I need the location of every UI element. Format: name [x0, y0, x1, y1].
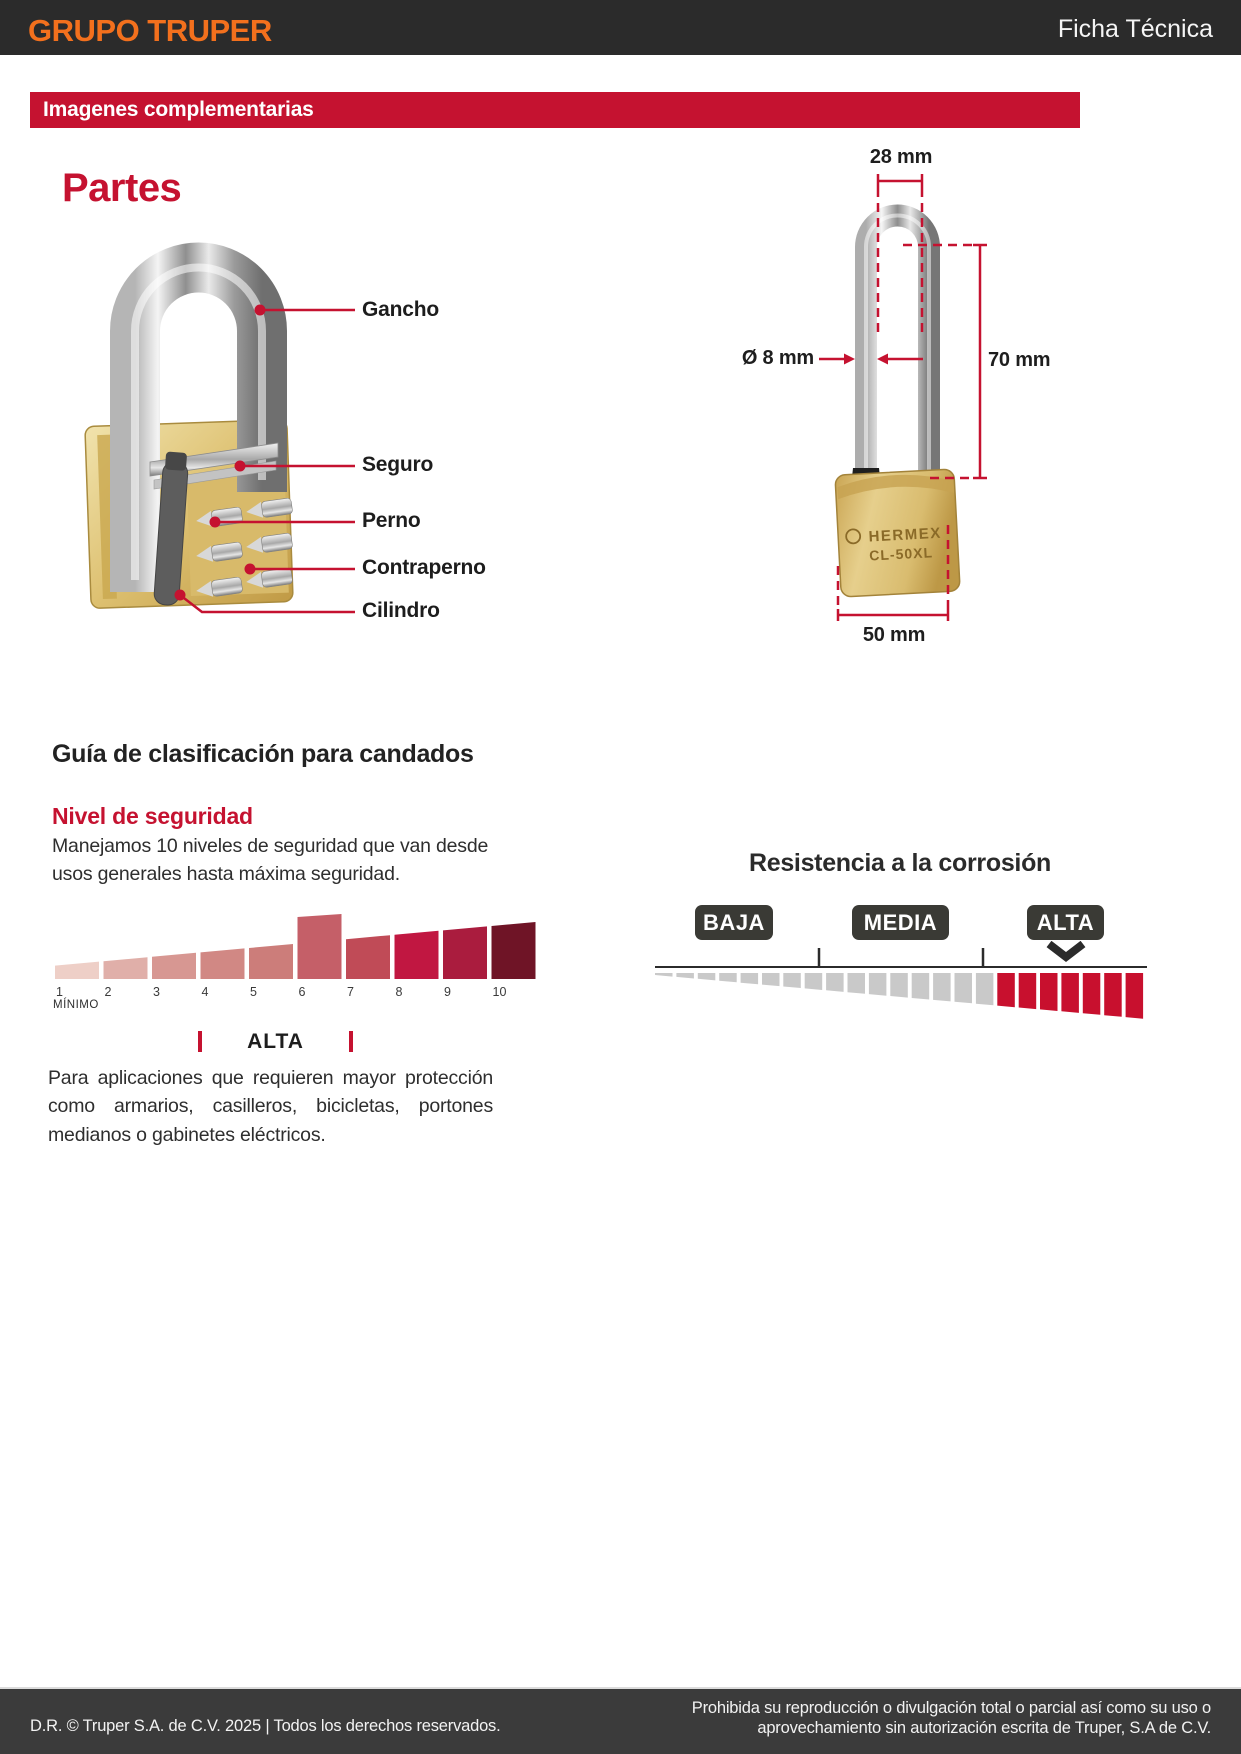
chart-min-label: MÍNIMO [53, 999, 99, 1011]
padlock-body [835, 469, 960, 597]
dim-shackle-diameter: Ø 8 mm [741, 347, 814, 369]
part-label-perno: Perno [362, 509, 421, 532]
svg-text:2: 2 [104, 985, 112, 999]
part-label-gancho: Gancho [362, 298, 439, 321]
corrosion-badge-media: MEDIA [852, 905, 949, 940]
footer-legal-notice: Prohibida su reproducción o divulgación total o parcial así como su uso o aprovechamiento sin autorización escrita de Truper, S.A de C.V. [691, 1699, 1211, 1738]
svg-text:10: 10 [492, 985, 507, 999]
security-level-chart [40, 900, 550, 1020]
engraved-brand: HERMEX [868, 524, 943, 546]
svg-text:7: 7 [347, 985, 354, 999]
dim-shackle-inner-width: 28 mm [869, 146, 933, 168]
security-range-label: ALTA [247, 1030, 304, 1053]
footer-copyright: D.R. © Truper S.A. de C.V. 2025 | Todos los derechos reservados. [30, 1717, 501, 1735]
document-type-title: Ficha Técnica [1057, 15, 1213, 43]
dim-shackle-height: 70 mm [988, 349, 1051, 371]
security-application-text: Para aplicaciones que requieren mayor protección como armarios, casilleros, bicicletas, portones medianos o gabinetes eléctricos. [48, 1067, 493, 1146]
corrosion-badge-alta: ALTA [1027, 905, 1104, 940]
corrosion-meter [648, 938, 1158, 1023]
dimensions-padlock-illustration [740, 140, 1070, 650]
part-label-seguro: Seguro [362, 453, 434, 476]
corrosion-title: Resistencia a la corrosión [748, 849, 1052, 877]
svg-text:6: 6 [298, 985, 306, 999]
security-level-heading: Nivel de seguridad [52, 803, 253, 829]
svg-text:8: 8 [395, 985, 403, 999]
svg-text:3: 3 [153, 985, 160, 999]
svg-text:1: 1 [56, 985, 63, 999]
dim-body-width: 50 mm [862, 624, 926, 646]
part-label-contraperno: Contraperno [362, 556, 486, 579]
corrosion-badge-baja: BAJA [695, 905, 773, 940]
section-bar-title: Imagenes complementarias [43, 98, 314, 121]
svg-text:4: 4 [201, 985, 209, 999]
classification-title: Guía de clasificación para candados [52, 740, 474, 768]
part-label-cilindro: Cilindro [362, 599, 440, 622]
parts-section-title: Partes [62, 166, 182, 210]
engraved-model: CL-50XL [868, 544, 934, 564]
brand-logo: GRUPO TRUPER [28, 13, 272, 48]
svg-text:9: 9 [444, 985, 451, 999]
svg-text:5: 5 [250, 985, 257, 999]
security-level-description: Manejamos 10 niveles de seguridad que van desde usos generales hasta máxima seguridad. [52, 835, 489, 886]
padlock-shackle [866, 216, 929, 509]
section-bar [30, 92, 1080, 128]
